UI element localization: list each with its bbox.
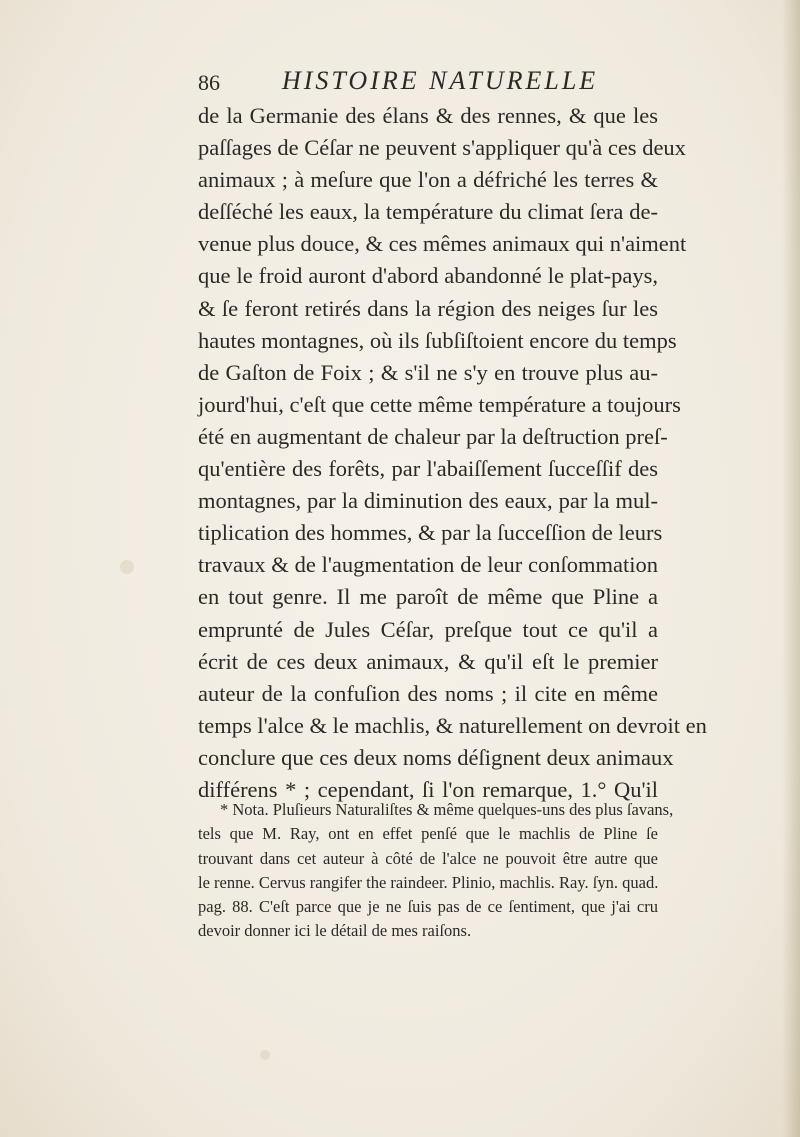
text-line: montagnes, par la diminution des eaux, par la mul- — [198, 488, 658, 514]
text-line: animaux ; à meſure que l'on a défriché les terres & — [198, 167, 658, 193]
text-line: jourd'hui, c'eſt que cette même température a toujours — [198, 391, 681, 417]
text-line: travaux & de l'augmentation de leur conſommation — [198, 552, 658, 578]
text-line: différens * ; cependant, ſi l'on remarque, 1.° Qu'il — [198, 776, 658, 802]
text-line: temps l'alce & le machlis, & naturellement on devroit en — [198, 712, 707, 738]
text-line: venue plus douce, & ces mêmes animaux qui n'aiment — [198, 231, 687, 257]
footnote-line: devoir donner ici le détail de mes raiſons. — [198, 921, 472, 941]
footnote-line: le renne. Cervus rangifer the raindeer. Plinio, machlis. Ray. ſyn. quad. — [198, 872, 659, 892]
text-line: tiplication des hommes, & par la ſucceſſion de leurs — [198, 520, 663, 546]
text-line: été en augmentant de chaleur par la deſtruction preſ- — [198, 423, 668, 449]
text-line: paſſages de Céſar ne peuvent s'appliquer qu'à ces deux — [198, 135, 686, 161]
text-line: & ſe feront retirés dans la région des neiges ſur les — [198, 295, 658, 321]
text-line: de Gaſton de Foix ; & s'il ne s'y en trouve plus au- — [198, 359, 658, 385]
page-number: 86 — [198, 70, 220, 95]
page-header — [198, 66, 658, 102]
page-edge-shadow — [782, 0, 800, 1137]
footnote-line: pag. 88. C'eſt parce que je ne ſuis pas de ce ſentiment, que j'ai cru — [198, 897, 658, 917]
paper-stain — [260, 1050, 270, 1060]
text-line: emprunté de Jules Céſar, preſque tout ce qu'il a — [198, 616, 658, 642]
text-line: auteur de la confuſion des noms ; il cite en même — [198, 680, 658, 706]
text-line: écrit de ces deux animaux, & qu'il eſt le premier — [198, 648, 658, 674]
footnote-line: * Nota. Pluſieurs Naturaliſtes & même quelques-uns des plus ſavans, — [220, 800, 674, 819]
text-line: qu'entière des forêts, par l'abaiſſement ſucceſſif des — [198, 456, 658, 482]
paper-stain — [120, 560, 134, 574]
footnote — [198, 798, 674, 944]
text-line: de la Germanie des élans & des rennes, & que les — [198, 103, 658, 128]
text-line: conclure que ces deux noms déſignent deux animaux — [198, 744, 674, 770]
body-text — [198, 100, 707, 806]
text-line: que le froid auront d'abord abandonné le plat-pays, — [198, 263, 658, 289]
text-line: hautes montagnes, où ils ſubſiſtoient encore du temps — [198, 327, 677, 353]
text-line: en tout genre. Il me paroît de même que Pline a — [198, 584, 658, 610]
text-line: deſſéché les eaux, la température du climat ſera de- — [198, 199, 658, 225]
running-title: HISTOIRE NATURELLE — [282, 66, 599, 95]
footnote-line: trouvant dans cet auteur à côté de l'alce ne pouvoit être autre que — [198, 848, 658, 868]
footnote-line: tels que M. Ray, ont en effet penſé que le machlis de Pline ſe — [198, 824, 658, 844]
